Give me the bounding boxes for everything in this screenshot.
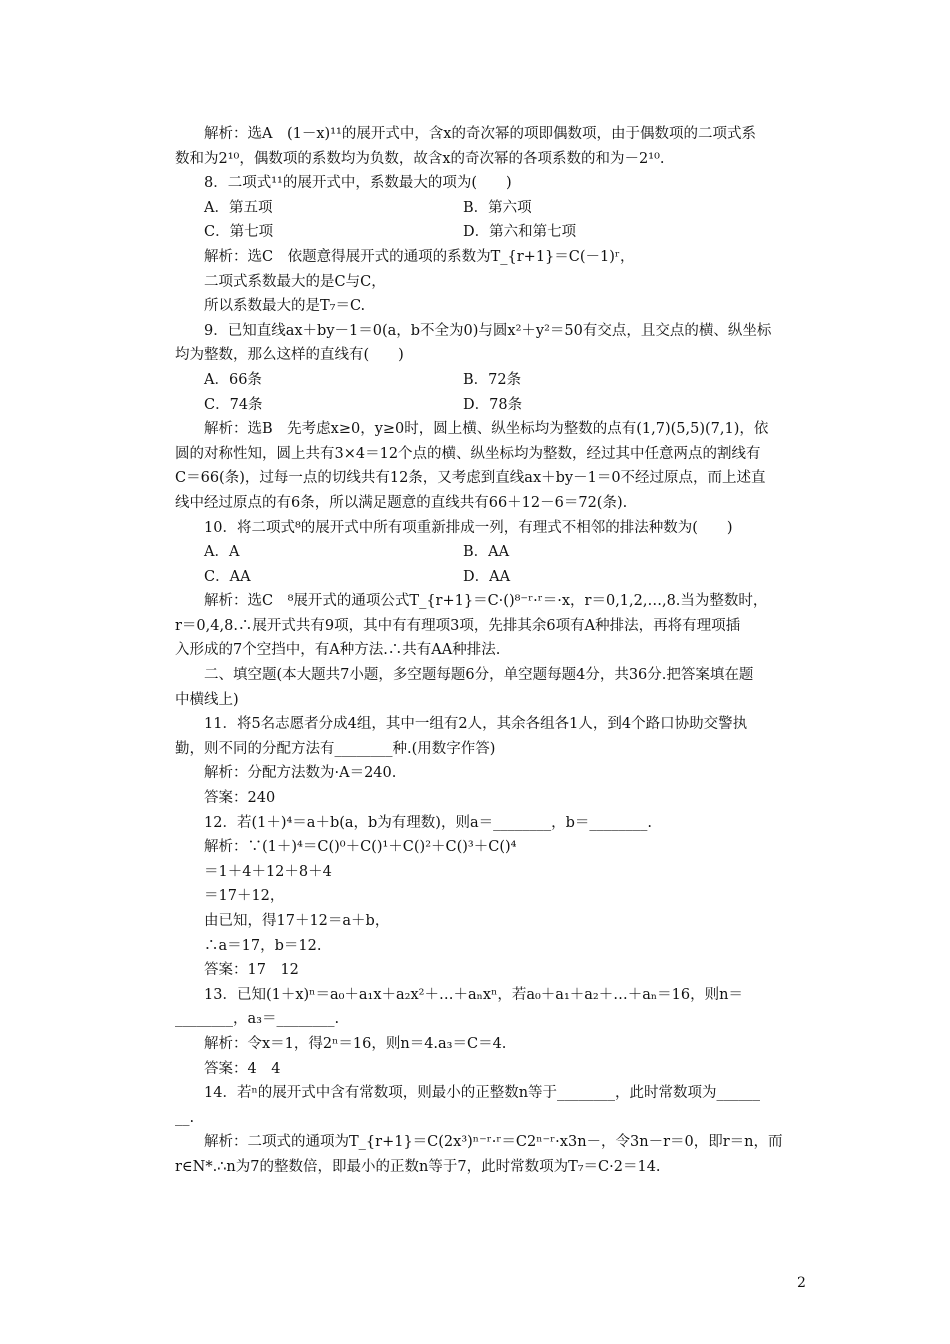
text-line: 由已知，得17＋12＝a＋b， <box>175 913 390 929</box>
text-line: __. <box>175 1109 195 1126</box>
page-content <box>175 122 815 1180</box>
text-line: 答案：17 12 <box>175 962 299 979</box>
text-line: 10．将二项式⁸的展开式中所有项重新排成一列，有理式不相邻的排法种数为( ) <box>175 519 733 536</box>
text-line: 13．已知(1＋x)ⁿ＝a₀＋a₁x＋a₂x²＋…＋aₙxⁿ，若a₀＋a₁＋a₂＋…＋aₙ＝16，则n＝ <box>175 986 743 1003</box>
text-line: 入形成的7个空挡中，有A种方法.∴共有AA种排法. <box>175 642 501 659</box>
text-line: 所以系数最大的是T₇＝C. <box>175 298 366 315</box>
text-line: 线中经过原点的有6条，所以满足题意的直线共有66＋12－6＝72(条). <box>175 494 628 511</box>
choice-option: A．A <box>175 544 240 561</box>
text-line: 答案：4 4 <box>175 1060 281 1077</box>
choice-row <box>175 368 815 393</box>
text-line: C＝66(条)，过每一点的切线共有12条，又考虑到直线ax＋by－1＝0不经过原点，而上述直 <box>175 470 766 487</box>
text-line: 解析：令x＝1，得2ⁿ＝16，则n＝4.a₃＝C＝4. <box>175 1035 507 1052</box>
text-line: 解析：二项式的通项为T_{r+1}＝C(2x³)ⁿ⁻ʳ·ʳ＝C2ⁿ⁻ʳ·x3n－，令3n－r＝0，即r＝n，而 <box>175 1134 783 1151</box>
choice-option: B．第六项 <box>463 199 532 216</box>
text-line: ＝1＋4＋12＋8＋4 <box>175 863 332 880</box>
text-line: ________，a₃＝________. <box>175 1011 340 1028</box>
text-line: 14．若ⁿ的展开式中含有常数项，则最小的正整数n等于________，此时常数项为______ <box>175 1085 761 1102</box>
text-line: 勤，则不同的分配方法有________种.(用数字作答) <box>175 740 496 757</box>
text-line: 解析：选B 先考虑x≥0，y≥0时，圆上横、纵坐标均为整数的点有(1,7)(5,5)(7,1)，依 <box>175 421 769 438</box>
text-line: 8．二项式¹¹的展开式中，系数最大的项为( ) <box>175 175 512 192</box>
choice-option: C．第七项 <box>175 224 274 241</box>
text-line: 11．将5名志愿者分成4组，其中一组有2人，其余各组各1人，到4个路口协助交警执 <box>175 716 748 733</box>
choice-option: C．74条 <box>175 396 263 413</box>
page-number: 2 <box>797 1275 806 1291</box>
text-line: 9．已知直线ax＋by－1＝0(a，b不全为0)与圆x²＋y²＝50有交点，且交点的横、纵坐标 <box>175 322 772 339</box>
choice-option: D．第六和第七项 <box>463 224 577 241</box>
text-line: 解析：∵(1＋)⁴＝C()⁰＋C()¹＋C()²＋C()³＋C()⁴ <box>175 839 517 856</box>
text-line: 中横线上) <box>175 691 239 708</box>
text-line: 解析：选C ⁸展开式的通项公式T_{r+1}＝C·()⁸⁻ʳ·ʳ＝·x，r＝0,1,2,…,8.当为整数时， <box>175 593 768 610</box>
choice-option: D．78条 <box>463 396 523 413</box>
choice-row <box>175 393 815 418</box>
text-line: 数和为2¹⁰，偶数项的系数均为负数，故含x的奇次幂的各项系数的和为－2¹⁰. <box>175 150 665 167</box>
text-line: 解析：选C 依题意得展开式的通项的系数为T_{r+1}＝C(－1)ʳ， <box>175 248 635 265</box>
text-line: r＝0,4,8.∴展开式共有9项，其中有有理项3项，先排其余6项有A种排法，再将有理项插 <box>175 617 741 634</box>
choice-row <box>175 565 815 590</box>
choice-option: A．66条 <box>175 371 262 388</box>
text-line: 解析：分配方法数为·A＝240. <box>175 765 397 782</box>
text-line: ∴a＝17，b＝12. <box>175 937 322 954</box>
choice-option: C．AA <box>175 568 251 585</box>
choice-option: A．第五项 <box>175 199 273 216</box>
text-line: r∈N*.∴n为7的整数倍，即最小的正数n等于7，此时常数项为T₇＝C·2＝14. <box>175 1158 661 1175</box>
text-line: 答案：240 <box>175 790 276 807</box>
text-line: 解析：选A (1－x)¹¹的展开式中，含x的奇次幂的项即偶数项，由于偶数项的二项式系 <box>175 126 756 142</box>
choice-option: D．AA <box>463 568 511 585</box>
text-line: 二项式系数最大的是C与C， <box>175 273 386 290</box>
choice-row <box>175 220 815 245</box>
choice-row <box>175 540 815 565</box>
text-line: 圆的对称性知，圆上共有3×4＝12个点的横、纵坐标均为整数，经过其中任意两点的割线有 <box>175 445 761 462</box>
text-line: 均为整数，那么这样的直线有( ) <box>175 347 404 364</box>
text-line: 二、填空题(本大题共7小题，多空题每题6分，单空题每题4分，共36分.把答案填在题 <box>175 667 754 684</box>
text-line: ＝17＋12， <box>175 888 285 905</box>
text-line: 12．若(1＋)⁴＝a＋b(a，b为有理数)，则a＝________，b＝________. <box>175 814 653 831</box>
choice-option: B．AA <box>463 544 510 561</box>
choice-row <box>175 196 815 221</box>
choice-option: B．72条 <box>463 371 522 388</box>
